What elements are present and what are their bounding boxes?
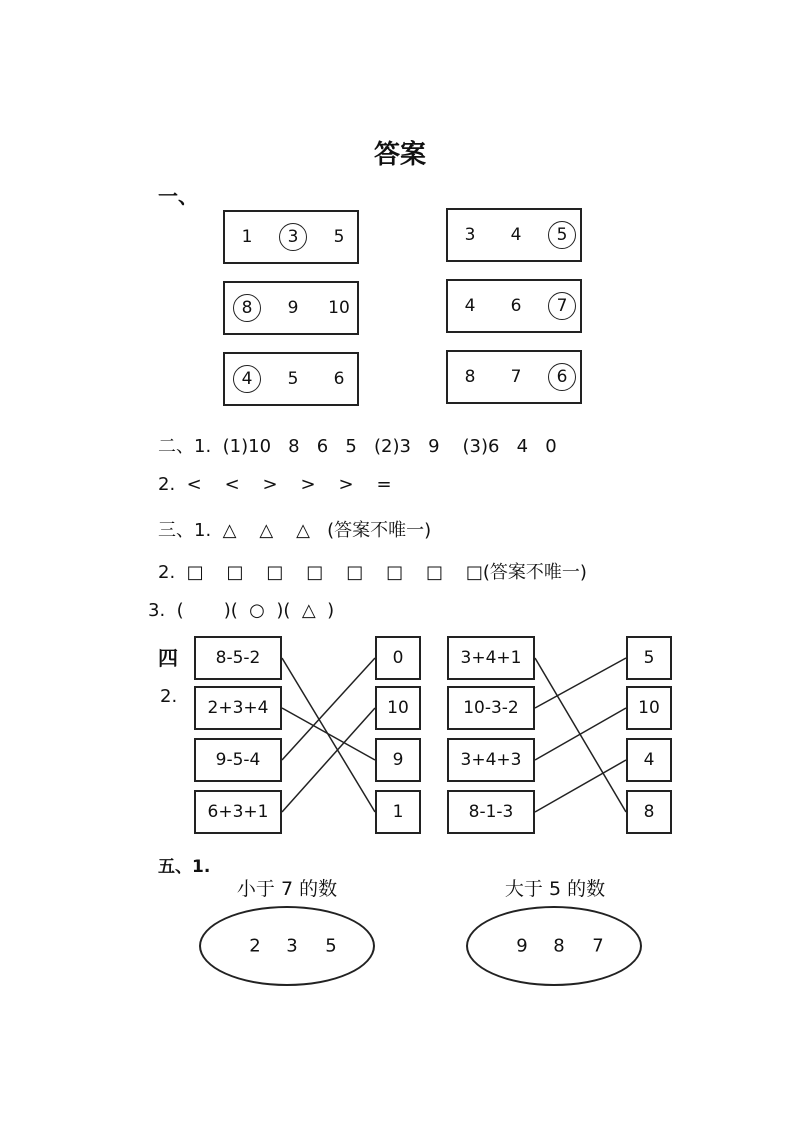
set-member: 7 — [592, 935, 604, 957]
section-3-line-1: 三、1. △ △ △ (答案不唯一) — [158, 520, 432, 541]
answer-box: 5 — [626, 636, 672, 680]
number: 6 — [333, 369, 345, 389]
expression-box: 8-1-3 — [447, 790, 535, 834]
section-3-line-3: 3. ( )( ○ )( △ ) — [148, 600, 335, 621]
number: 5 — [333, 227, 345, 247]
expression-box: 8-5-2 — [194, 636, 282, 680]
section-4-sub-label: 2. — [160, 686, 178, 707]
section-5-label: 五、1. — [158, 857, 211, 877]
match-line — [535, 708, 626, 760]
set-oval — [199, 906, 375, 986]
set-member: 8 — [553, 935, 565, 957]
match-line — [282, 658, 375, 760]
answer-box: 8 — [626, 790, 672, 834]
answer-box: 10 — [375, 686, 421, 730]
match-line — [282, 708, 375, 812]
page-title: 答案 — [373, 140, 426, 170]
answer-box: 10 — [626, 686, 672, 730]
expression-box: 3+4+3 — [447, 738, 535, 782]
expression-box: 2+3+4 — [194, 686, 282, 730]
number: 6 — [510, 296, 522, 316]
answer-box: 1 — [375, 790, 421, 834]
circled-number: 6 — [548, 363, 576, 391]
set-member: 5 — [325, 935, 337, 957]
answer-box: 9 — [375, 738, 421, 782]
expression-box: 3+4+1 — [447, 636, 535, 680]
match-line — [535, 760, 626, 812]
section-4-label: 四 — [158, 646, 178, 670]
number: 1 — [241, 227, 253, 247]
answer-box: 4 — [626, 738, 672, 782]
set-caption: 大于 5 的数 — [504, 878, 606, 900]
section-1-label: 一、 — [158, 184, 198, 208]
answer-box: 0 — [375, 636, 421, 680]
match-line — [535, 658, 626, 812]
expression-box: 10-3-2 — [447, 686, 535, 730]
circled-number: 7 — [548, 292, 576, 320]
circled-number: 4 — [233, 365, 261, 393]
number: 4 — [510, 225, 522, 245]
set-member: 3 — [286, 935, 298, 957]
number: 3 — [464, 225, 476, 245]
number: 9 — [287, 298, 299, 318]
circled-number: 8 — [233, 294, 261, 322]
set-member: 9 — [516, 935, 528, 957]
expression-box: 9-5-4 — [194, 738, 282, 782]
expression-box: 6+3+1 — [194, 790, 282, 834]
circled-number: 5 — [548, 221, 576, 249]
set-caption: 小于 7 的数 — [236, 878, 338, 900]
section-2-line-1: 二、1. (1)10 8 6 5 (2)3 9 (3)6 4 0 — [158, 436, 557, 457]
match-line — [535, 658, 626, 708]
section-3-line-2: 2. □ □ □ □ □ □ □ □(答案不唯一) — [158, 562, 587, 583]
match-line — [282, 708, 375, 760]
match-line — [282, 658, 375, 812]
number: 10 — [328, 298, 350, 318]
circled-number: 3 — [279, 223, 307, 251]
number: 4 — [464, 296, 476, 316]
number: 7 — [510, 367, 522, 387]
set-member: 2 — [249, 935, 261, 957]
number: 5 — [287, 369, 299, 389]
set-oval — [466, 906, 642, 986]
section-2-line-2: 2. < < > > > = — [158, 474, 392, 495]
number: 8 — [464, 367, 476, 387]
